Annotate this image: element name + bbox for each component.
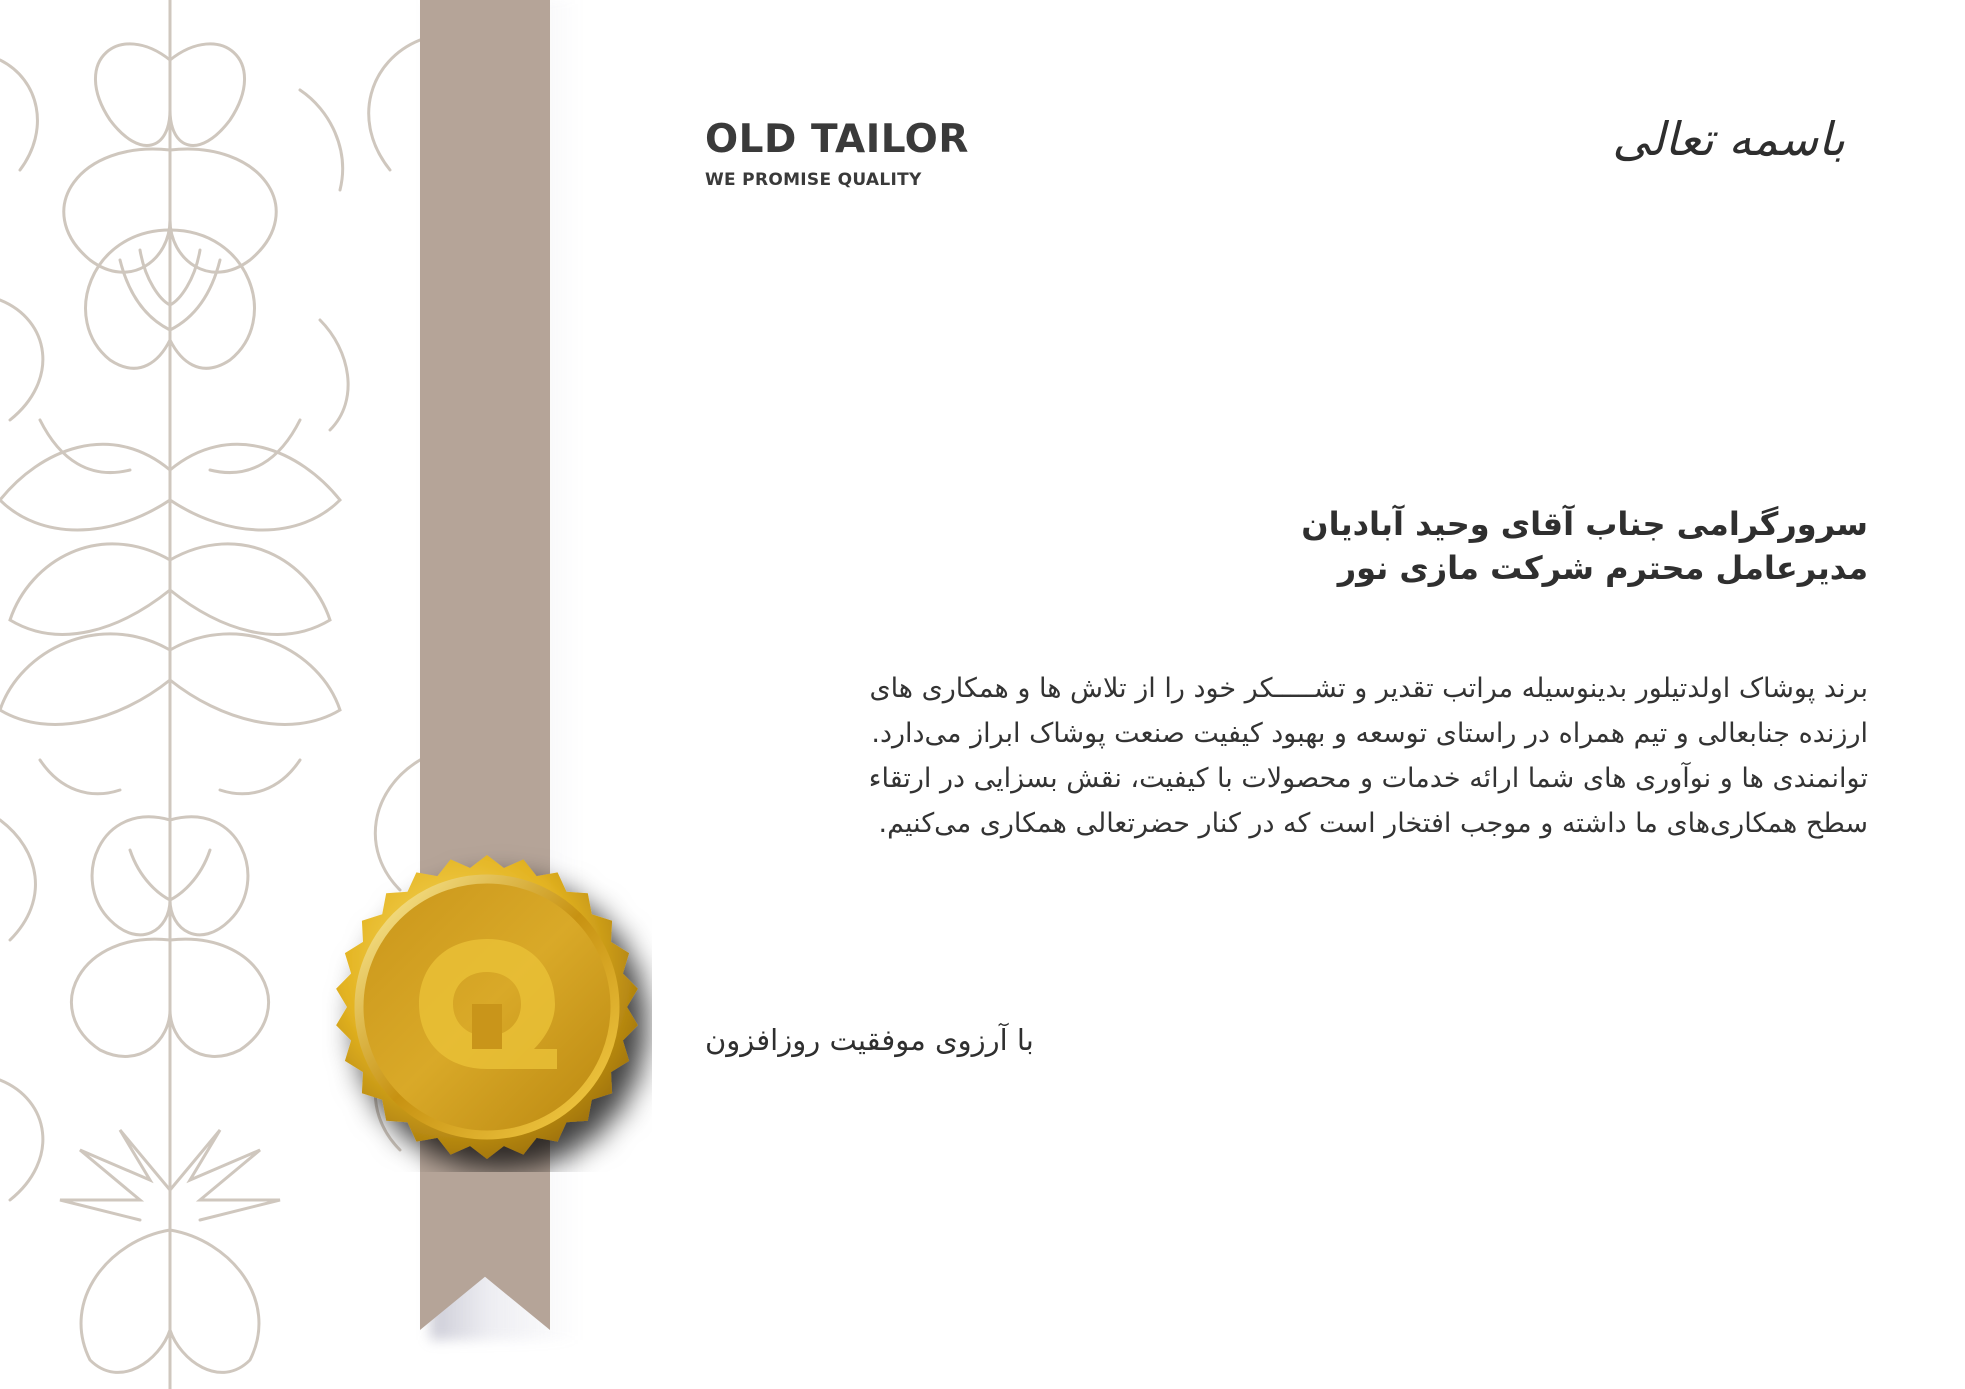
gold-seal-icon bbox=[322, 842, 652, 1172]
floral-background bbox=[0, 0, 420, 1389]
recipient-name: سرورگرامی جناب آقای وحید آبادیان bbox=[1301, 505, 1868, 543]
body-line: ارزنده جنابعالی و تیم همراه در راستای توسعه و بهبود کیفیت صنعت پوشاک ابراز می‌دارد. bbox=[871, 718, 1868, 749]
closing-line: با آرزوی موفقیت روزافزون bbox=[705, 1023, 1034, 1057]
brand-tagline: WE PROMISE QUALITY bbox=[705, 170, 922, 190]
body-line: سطح همکاری‌های ما داشته و موجب افتخار است که در کنار حضرتعالی همکاری می‌کنیم. bbox=[878, 808, 1868, 839]
recipient-title: مدیرعامل محترم شرکت مازی نور bbox=[1337, 549, 1868, 587]
brand-name: OLD TAILOR bbox=[705, 117, 969, 162]
recipient-block bbox=[1301, 502, 1868, 590]
letter-body bbox=[690, 666, 1868, 846]
body-line: برند پوشاک اولدتیلور بدینوسیله مراتب تقدیر و تشـــــکر خود را از تلاش ها و همکاری های bbox=[869, 673, 1868, 704]
invocation-calligraphy: باسمه تعالی bbox=[1612, 112, 1845, 166]
floral-pattern-icon bbox=[0, 0, 420, 1389]
brand-logo bbox=[705, 118, 969, 190]
q-logo-icon bbox=[419, 939, 557, 1069]
body-line: توانمندی ها و نوآوری های شما ارائه خدمات و محصولات با کیفیت، نقش بسزایی در ارتقاء bbox=[868, 763, 1868, 794]
